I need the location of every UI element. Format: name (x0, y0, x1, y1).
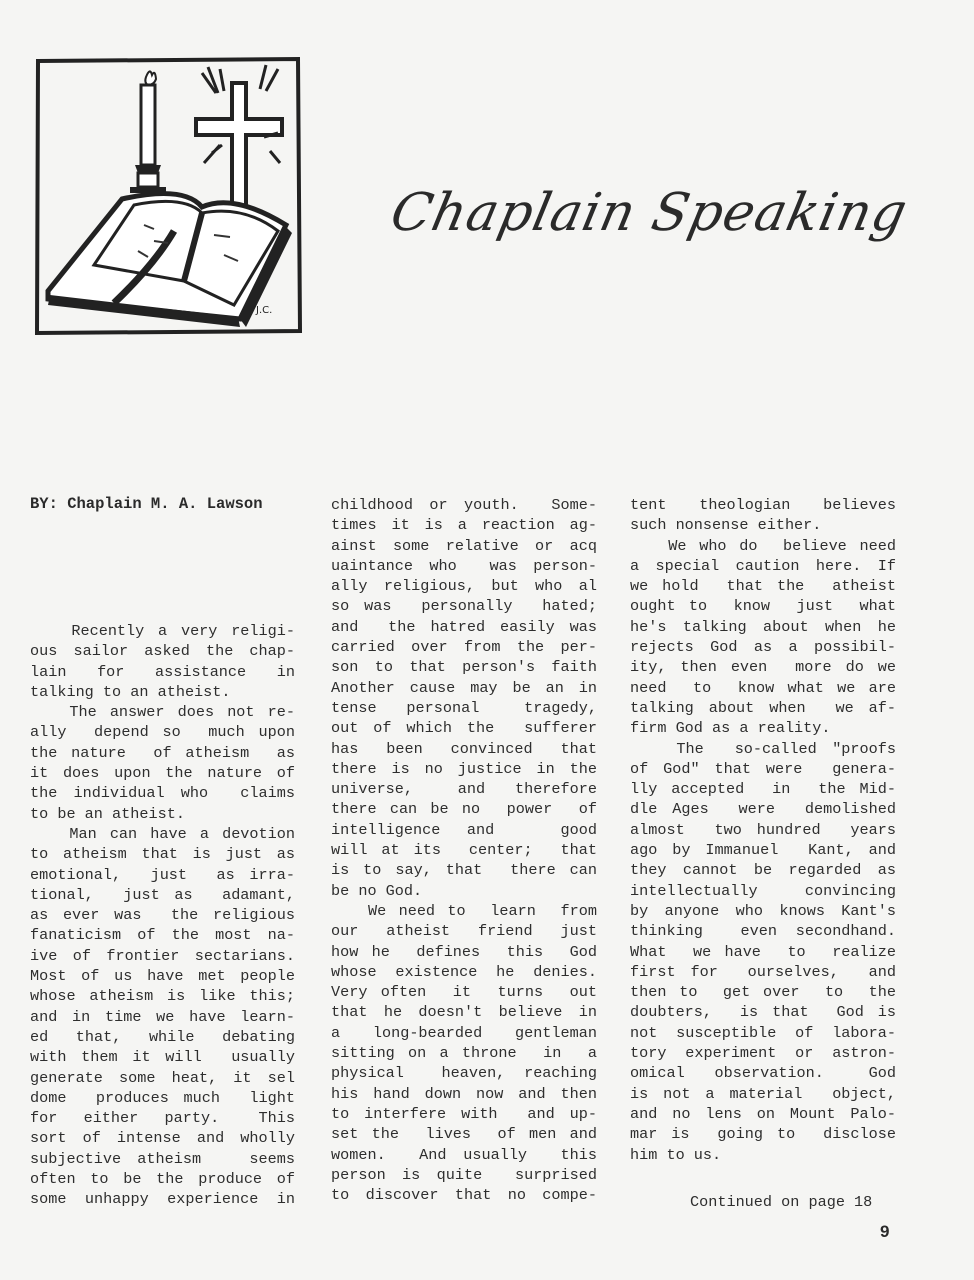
text-line: subjective atheism seems (30, 1149, 295, 1168)
text-line: The answer does not re- (30, 703, 295, 722)
text-line: intellectually convincing (630, 881, 896, 900)
text-line: almost two hundred years (630, 820, 896, 839)
text-line: it does upon the nature of (30, 764, 295, 783)
text-line: talking to an atheist. (30, 682, 231, 701)
text-line: often to be the produce of (30, 1170, 295, 1189)
text-line: there is no justice in the (331, 759, 597, 778)
text-line: then to get over to the (630, 983, 896, 1002)
byline: BY: Chaplain M. A. Lawson (30, 495, 263, 513)
text-line: rejects God as a possibil- (630, 638, 896, 657)
candle-icon (130, 71, 166, 193)
continued-note: Continued on page 18 (690, 1193, 873, 1211)
text-line: is not a material object, (630, 1084, 896, 1103)
text-line: a special caution here. If (630, 556, 896, 575)
chaplain-illustration (34, 55, 304, 337)
text-line: tense personal tragedy, (331, 698, 597, 717)
text-line: will at its center; that (331, 841, 597, 860)
text-line: universe, and therefore (331, 780, 597, 799)
text-line: some unhappy experience in (30, 1190, 295, 1209)
text-line: generate some heat, it sel (30, 1068, 295, 1087)
text-line: first for ourselves, and (630, 962, 896, 981)
text-line: his hand down now and then (331, 1084, 597, 1103)
text-line: not susceptible of labora- (630, 1023, 896, 1042)
text-line: lain for assistance in (30, 662, 295, 681)
text-line: need to know what we are (630, 678, 896, 697)
text-line: and no lens on Mount Palo- (630, 1104, 896, 1123)
text-line: and the hatred easily was (331, 617, 597, 636)
text-line: tional, just as adamant, (30, 885, 295, 904)
text-line: ought to know just what (630, 597, 896, 616)
text-line: What we have to realize (630, 942, 896, 961)
text-line: so was personally hated; (331, 597, 597, 616)
text-line: sort of intense and wholly (30, 1129, 295, 1148)
text-line: son to that person's faith (331, 658, 597, 677)
text-line: a long-bearded gentleman (331, 1023, 597, 1042)
text-line: to be an atheist. (30, 804, 185, 823)
text-line: emotional, just as irra- (30, 865, 295, 884)
text-line: out of which the sufferer (331, 719, 597, 738)
text-line: carried over from the per- (331, 638, 597, 657)
text-line: uaintance who was person- (331, 556, 597, 575)
text-line: person is quite surprised (331, 1165, 597, 1184)
text-line: with them it will usually (30, 1048, 295, 1067)
text-line: for either party. This (30, 1109, 295, 1128)
text-line: We who do believe need (630, 536, 896, 555)
text-line: ity, then even more do we (630, 658, 896, 677)
text-line: ally depend so much upon (30, 723, 295, 742)
book-candle-cross-icon (34, 55, 304, 337)
text-line: lly accepted in the Mid- (630, 780, 896, 799)
text-line: has been convinced that (331, 739, 597, 758)
text-line: tory experiment or astron- (630, 1044, 896, 1063)
article-title: Chaplain Speaking (385, 183, 913, 243)
text-line: of God" that were genera- (630, 759, 896, 778)
text-line: the nature of atheism as (30, 743, 295, 762)
text-line: whose existence he denies. (331, 962, 597, 981)
text-line: our atheist friend just (331, 922, 597, 941)
text-line: is to say, that there can (331, 861, 597, 880)
text-line: ainst some relative or acq (331, 536, 597, 555)
text-line: whose atheism is like this; (30, 987, 295, 1006)
text-line: Very often it turns out (331, 983, 597, 1002)
text-line: ive of frontier sectarians. (30, 946, 295, 965)
text-line: there can be no power of (331, 800, 597, 819)
text-line: talking about when we af- (630, 698, 896, 717)
text-line: fanaticism of the most na- (30, 926, 295, 945)
text-line: sitting on a throne in a (331, 1044, 597, 1063)
cross-icon (196, 65, 282, 207)
text-line: ago by Immanuel Kant, and (630, 841, 896, 860)
text-line: ous sailor asked the chap- (30, 642, 295, 661)
text-line: we hold that the atheist (630, 577, 896, 596)
text-line: to interfere with and up- (331, 1104, 597, 1123)
text-line: that he doesn't believe in (331, 1003, 597, 1022)
text-line: times it is a reaction ag- (331, 516, 597, 535)
text-line: to discover that no compe- (331, 1186, 597, 1205)
text-line: as ever was the religious (30, 906, 295, 925)
text-line: Most of us have met people (30, 967, 295, 986)
text-column-2 (331, 495, 597, 1205)
text-column-1 (30, 621, 295, 1210)
text-line: tent theologian believes (630, 496, 896, 514)
text-line: ed that, while debating (30, 1027, 295, 1046)
text-line: the individual who claims (30, 784, 295, 803)
text-line: dle Ages were demolished (630, 800, 896, 819)
artist-initials: J.C. (256, 305, 273, 316)
text-line: women. And usually this (331, 1145, 597, 1164)
text-line: We need to learn from (331, 901, 597, 920)
text-column-3 (630, 495, 896, 1165)
text-line: be no God. (331, 881, 423, 900)
text-line: The so-called "proofs (630, 739, 896, 758)
text-line: to atheism that is just as (30, 845, 295, 864)
text-line: Recently a very religi- (30, 622, 295, 640)
text-line: ally religious, but who al (331, 577, 597, 596)
text-line: thinking even secondhand. (630, 922, 896, 941)
text-line: Man can have a devotion (30, 824, 295, 843)
text-line: Another cause may be an in (331, 678, 597, 697)
text-line: physical heaven, reaching (331, 1064, 597, 1083)
text-line: mar is going to disclose (630, 1125, 896, 1144)
text-line: how he defines this God (331, 942, 597, 961)
text-line: and in time we have learn- (30, 1007, 295, 1026)
text-line: firm God as a reality. (630, 719, 831, 738)
text-line: doubters, is that God is (630, 1003, 896, 1022)
text-line: omical observation. God (630, 1064, 896, 1083)
text-line: intelligence and good (331, 820, 597, 839)
text-line: childhood or youth. Some- (331, 496, 597, 514)
text-line: such nonsense either. (630, 516, 822, 535)
text-line: they cannot be regarded as (630, 861, 896, 880)
text-line: him to us. (630, 1145, 722, 1164)
text-line: by anyone who knows Kant's (630, 901, 896, 920)
page-number: 9 (880, 1222, 890, 1241)
text-line: set the lives of men and (331, 1125, 597, 1144)
text-line: he's talking about when he (630, 617, 896, 636)
text-line: dome produces much light (30, 1088, 295, 1107)
